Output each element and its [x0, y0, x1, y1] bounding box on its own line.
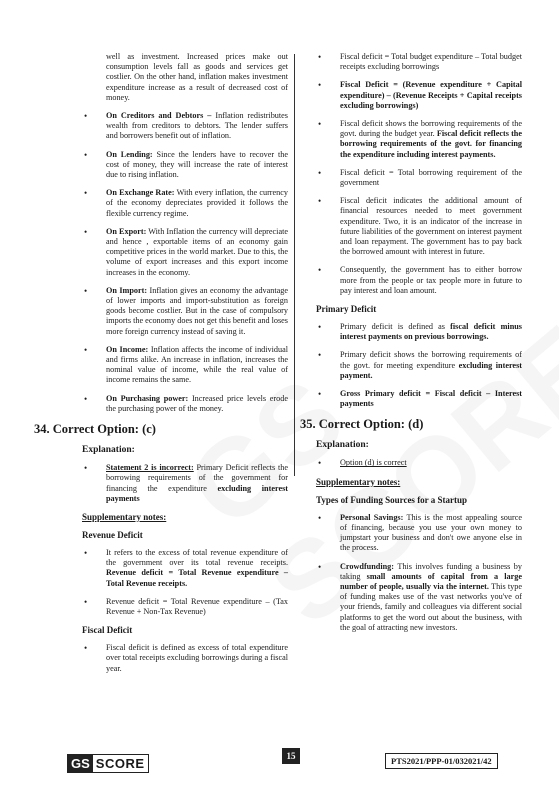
list-item: • Fiscal deficit shows the borrowing requirements of the govt. during the budget year. Fiscal deficit reflects the borrowing requirements of the govt. for financing the expenditure including interest payments. [316, 119, 522, 160]
list-item: • On Creditors and Debtors – Inflation redistributes wealth from creditors to debtors. The lender suffers and borrowers benefit out of inflation. [82, 111, 288, 142]
right-column [300, 52, 522, 641]
document-code: PTS2021/PPP-01/032021/42 [385, 753, 498, 769]
list-item: • Statement 2 is incorrect: Primary Deficit reflects the borrowing requirements of the government for financing the expenditure excluding interest payments [82, 463, 288, 504]
question-35-heading: 35. Correct Option: (d) [300, 417, 424, 432]
list-item: • It refers to the excess of total revenue expenditure of the government over its total revenue receipts. Revenue deficit = Total Revenue expenditure – Total Revenue receipts. [82, 548, 288, 589]
supplementary-heading: Supplementary notes: [316, 476, 401, 487]
revenue-deficit-heading: Revenue Deficit [82, 529, 143, 540]
fiscal-deficit-heading: Fiscal Deficit [82, 625, 133, 636]
left-column [34, 52, 289, 682]
list-item: • Primary deficit shows the borrowing requirements of the govt. for meeting expenditure excluding interest payment. [316, 350, 522, 381]
list-item: • Crowdfunding: This involves funding a business by taking small amounts of capital from a large number of people, usually via the internet. This type of funding makes use of the vast networks you've of your friends, family and colleagues via different social platforms to get the word out about the business, with the goal of attracting new investors. [316, 562, 522, 633]
primary-deficit-heading: Primary Deficit [316, 304, 377, 315]
list-item: • Fiscal deficit indicates the additional amount of financial resources needed to meet government expenditure. Two, it is an indicator of the increase in future liabilities of the government on interest payment and loan repayment. The government has to pay back the borrowed amount with interest in future. [316, 196, 522, 257]
list-item: • On Purchasing power: Increased price levels erode the purchasing power of the money. [82, 394, 288, 414]
list-item: • Fiscal deficit is defined as excess of total expenditure over total receipts excluding borrowings during a fiscal year. [82, 643, 288, 674]
list-item: • On Exchange Rate: With every inflation, the currency of the economy depreciates provided it follows the flexible currency regime. [82, 188, 288, 219]
supplementary-heading: Supplementary notes: [82, 511, 167, 522]
list-item: • On Lending: Since the lenders have to recover the cost of money, they will increase the rate of interest due to rising inflation. [82, 150, 288, 181]
list-item: • On Income: Inflation affects the income of individual and firms alike. An increase in inflation, increases the nominal value of income, while the real value of income remains the same. [82, 345, 288, 386]
column-divider [294, 54, 295, 476]
list-item: • On Import: Inflation gives an economy the advantage of lower imports and import-substitution as foreign goods become costlier. But in the case of compulsory imports the economy does not get this benefit and loses more foreign currency instead of saving it. [82, 286, 288, 337]
list-item: • Gross Primary deficit = Fiscal deficit – Interest payments [316, 389, 522, 409]
question-34-heading: 34. Correct Option: (c) [34, 422, 156, 437]
list-item: • Revenue deficit = Total Revenue expenditure – (Tax Revenue + Non-Tax Revenue) [82, 597, 288, 617]
list-item: • On Export: With Inflation the currency will depreciate and hence , exportable items of an economy gain competitive prices in the world market. Due to this, the volume of export increases and this export income increases in the economy. [82, 227, 288, 278]
continuation-text: well as investment. Increased prices make out consumption levels fall as goods and services get costlier. On the other hand, inflation makes investment expenditure increase as a result of decreased cost of money. [106, 52, 288, 102]
list-item: • Fiscal deficit = Total budget expenditure – Total budget receipts excluding borrowings [316, 52, 522, 72]
gs-score-logo: GS SCORE [67, 754, 149, 773]
explanation-heading: Explanation: [316, 440, 369, 451]
list-item: • Fiscal Deficit = (Revenue expenditure + Capital expenditure) – (Revenue Receipts + Capital receipts excluding borrowings) [316, 80, 522, 111]
explanation-heading: Explanation: [82, 445, 135, 456]
list-item: • Option (d) is correct [316, 458, 522, 468]
list-item: • Consequently, the government has to either borrow more from the people or tax people more in future to pay interest and loan amount. [316, 265, 522, 296]
funding-types-heading: Types of Funding Sources for a Startup [316, 494, 468, 505]
list-item: • Primary deficit is defined as fiscal deficit minus interest payments on previous borrowings. [316, 322, 522, 342]
list-item: • Fiscal deficit = Total borrowing requirement of the government [316, 168, 522, 188]
page-number: 15 [282, 748, 300, 764]
list-item: • Personal Savings: This is the most appealing source of financing, because you use your own money to jumpstart your business and don't owe anyone else in the process. [316, 513, 522, 554]
